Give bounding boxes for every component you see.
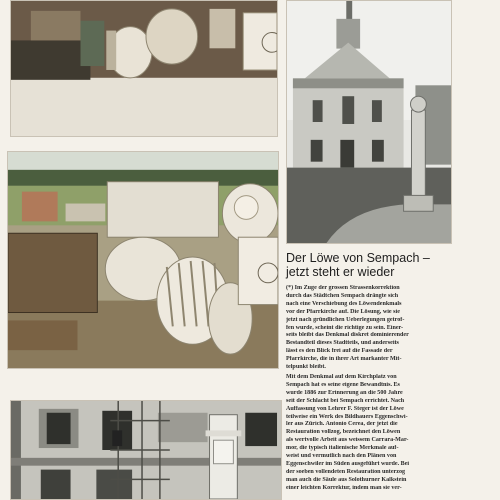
body-line: einer leichten Korrektur, indem man sie ver- <box>286 484 402 491</box>
body-line: (*) Im Zuge der grossen Strassenkorrektion <box>286 285 400 291</box>
photo-lion-and-stone-blocks <box>7 151 279 369</box>
body-line: Restauration vollzog, bezeichnet den Löwen <box>286 429 401 436</box>
body-line: wurde 1886 zur Erinnerung an die 500 Jahre <box>286 389 403 396</box>
headline-line-1: Der Löwe von Sempach – <box>286 251 430 265</box>
body-line: fen wurde, scheint die richtige zu sein. Einer- <box>286 324 404 331</box>
body-line: Auffassung von Lehrer F. Steger ist der Löwe <box>286 405 404 412</box>
body-line: Bestandteil dieses Stadtteils, und anderseits <box>286 340 399 347</box>
body-line: vor der Pfarrkirche auf. Die Lösung, wie sie <box>286 308 400 315</box>
body-line: weist und vermutlich nach den Plänen von <box>286 453 397 460</box>
body-line: seit der Schlacht bei Sempach errichtet. Nach <box>286 397 405 404</box>
body-line: Sempach hat es seine eigene Bewandtnis. Es <box>286 381 400 388</box>
body-line: seits bleibt das Denkmal diskret dominierender <box>286 332 409 339</box>
body-line: mor, die typisch italienische Merkmale auf- <box>286 445 399 452</box>
body-line: lässt es den Blick frei auf die Fassade der <box>286 348 393 355</box>
body-line: Eggenschwiler im Süden ausgeführt wurde. Bei <box>286 460 410 467</box>
article-body <box>286 285 458 493</box>
photo-church-and-monument <box>286 0 452 244</box>
body-line: durch das Städtchen Sempach drängte sich <box>286 292 399 299</box>
body-line: Pfarrkirche, die in ihrer Art markanter Mit- <box>286 356 402 363</box>
body-line: telpunkt bleibt. <box>286 364 326 371</box>
body-line: nach eine Verschiebung des Löwendenkmals <box>286 300 402 307</box>
body-line: der soeben vollendeten Restauration unterzog <box>286 468 406 475</box>
body-line: teilweise ein Werk des Bildhauers Eggenschwi- <box>286 413 408 420</box>
body-line: man auch die Säule aus Solothurner Kalkstein <box>286 476 407 483</box>
body-line: als wertvolle Arbeit aus weissem Carrara-Mar- <box>286 437 409 444</box>
headline-line-2: jetzt steht er wieder <box>286 265 395 279</box>
article-headline <box>286 251 466 279</box>
body-line: ler aus Zürich. Antonio Cerea, der jetzt die <box>286 421 398 428</box>
photo-stone-fragments-top <box>10 0 278 137</box>
photo-building-facade <box>10 400 282 500</box>
body-line: Mit dem Denkmal auf dem Kirchplatz von <box>286 373 397 380</box>
body-line: jetzt nach gründlichen Ueberlegungen getrof- <box>286 316 405 323</box>
